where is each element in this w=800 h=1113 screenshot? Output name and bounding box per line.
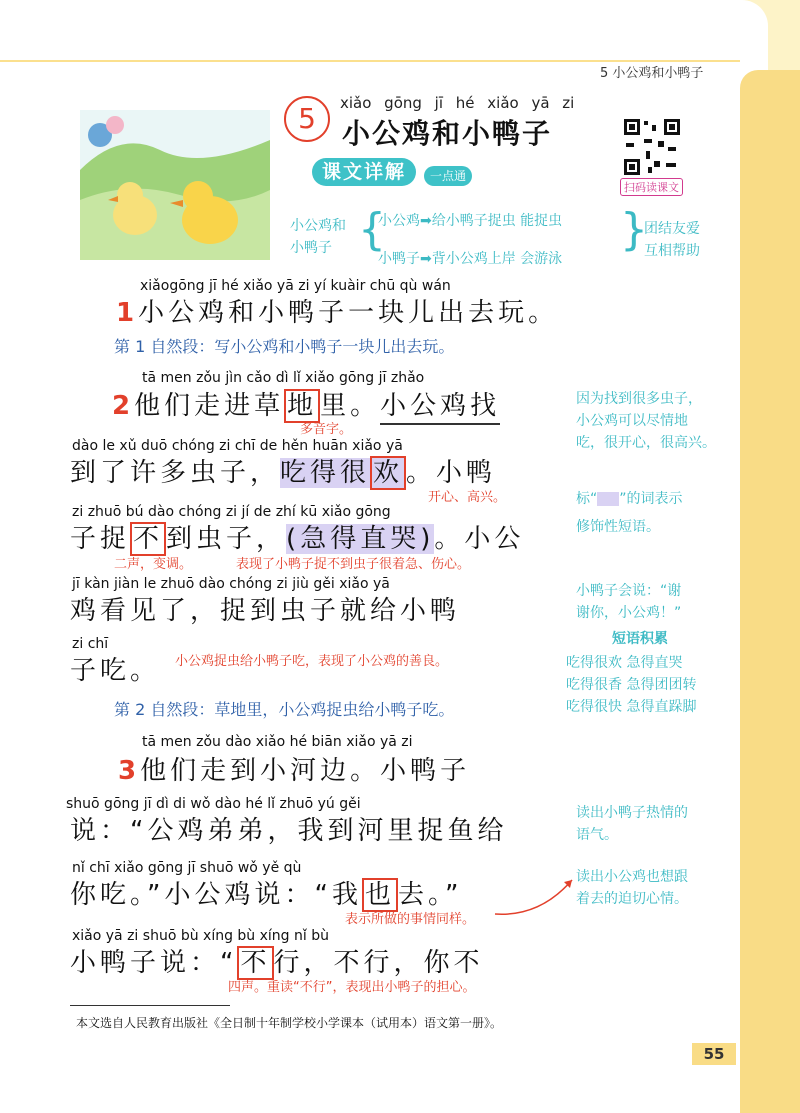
p2-l1-a: 他们走进草 [134,391,285,421]
p3-l3-b: 去。” [397,880,463,910]
footer-source: 本文选自人民教育出版社《全日制十年制学校小学课本（试用本）语文第一册》。 [76,1016,503,1030]
side-note-1-l2: 小公鸡可以尽情地 [576,413,688,429]
p2-l5-pinyin: zi chī [72,636,109,652]
side-note-4-l1: 吃得很欢 急得直哭 [566,655,683,671]
title-pinyin: xiǎo gōng jī hé xiǎo yā zi [340,94,575,112]
p2-l3-box: 不 [130,522,166,556]
brace-left: { [358,204,386,255]
arrow-icon [490,872,580,922]
p2-l1-c: 小公鸡找 [380,391,500,425]
p2-l3-pinyin: zi zhuō bú dào chóng zi jí de zhí kū xiǎo gōng [72,504,391,520]
side-note-6 [576,866,688,910]
side-note-2-c: 修饰性短语。 [576,519,660,535]
p3-l3-pinyin: nǐ chī xiǎo gōng jī shuō wǒ yě qù [72,860,302,876]
p2-number: 2 [112,391,135,421]
summary-left-2: 小鸭子 [290,240,332,256]
side-note-2-a: 标“ [576,491,598,507]
p2-red-3b: 表现了小鸭子捉不到虫子很着急、伤心。 [236,557,471,572]
side-note-3-l2: 谢你，小公鸡！” [576,605,682,621]
p3-line-2: 说：“公鸡弟弟，我到河里捉鱼给 [70,816,508,846]
p2-l4-pinyin: jī kàn jiàn le zhuō dào chóng zi jiù gěi xiǎo yā [72,576,390,592]
side-note-1-l1: 因为找到很多虫子， [576,391,702,407]
lesson-title: 小公鸡和小鸭子 [342,117,553,150]
p2-l3-hl: (急得直哭) [286,524,435,554]
p2-l2-hl: 吃得很 [280,458,371,488]
footer-rule [70,1005,230,1006]
p3-l4-b: 行，不行，你不 [273,948,484,978]
side-note-5 [576,802,688,846]
p2-line-1 [112,385,500,422]
p2-l2-pinyin: dào le xǔ duō chóng zi chī de hěn huān xiǎo yā [72,438,403,454]
p3-line-4 [70,942,484,979]
p2-l3-c: 。小公 [434,524,525,554]
side-note-5-l2: 语气。 [576,827,618,843]
p3-l2-pinyin: shuō gōng jī dì di wǒ dào hé lǐ zhuō yú gěi [66,796,361,812]
p1-line [116,292,558,329]
p3-number: 3 [118,756,141,786]
page-number: 55 [692,1043,736,1065]
p3-l3-a: 你吃。”小公鸡说：“我 [70,880,362,910]
summary-left-1: 小公鸡和 [290,218,346,234]
qr-label[interactable]: 扫码读课文 [620,178,683,196]
side-note-3 [576,580,681,624]
p1-pinyin: xiǎogōng jī hé xiǎo yā zi yí kuàir chū qù wán [140,278,451,294]
p2-line-5: 子吃。 [70,656,161,686]
p2-red-3a: 二声，变调。 [114,557,193,572]
p2-line-2 [70,452,496,489]
summary-right-2: 互相帮助 [644,243,700,259]
p2-l2-box: 欢 [370,456,406,490]
highlight-swatch [597,492,619,506]
side-note-4-l3: 吃得很快 急得直跺脚 [566,699,697,715]
page-edge-tab [740,70,800,1113]
p3-l1: 他们走到小河边。小鸭子 [140,756,471,786]
p3-line-1 [118,750,470,787]
illustration-chick-and-duckling [80,110,270,260]
summary-right-1: 团结友爱 [644,221,700,237]
p1-number: 1 [116,298,139,328]
p3-red-3: 表示所做的事情同样。 [345,912,476,927]
side-note-6-l2: 着去的迫切心情。 [576,891,688,907]
p2-red-1: 多音字。 [300,422,353,437]
running-header: 5 小公鸡和小鸭子 [600,66,704,81]
p2-l1-box: 地 [284,389,320,423]
side-note-4 [566,652,696,718]
side-note-4-title: 短语积累 [612,631,668,647]
side-note-6-l1: 读出小公鸡也想跟 [576,869,688,885]
section-badge-sub: 一点通 [424,166,472,186]
p2-l1-pinyin: tā men zǒu jìn cǎo dì lǐ xiǎo gōng jī zhǎo [142,370,425,386]
summary-right [644,218,700,262]
p3-l3-box: 也 [362,878,398,912]
side-note-2 [576,488,683,538]
summary-row-2: 小鸭子➡背小公鸡上岸 会游泳 [378,251,563,267]
p2-note: 第 2 自然段：草地里，小公鸡捉虫给小鸭子吃。 [114,700,455,719]
side-note-5-l1: 读出小鸭子热情的 [576,805,688,821]
p3-red-4: 四声。重读“不行”，表现出小鸭子的担心。 [228,980,476,995]
brace-right: } [620,204,648,255]
side-note-2-b: ”的词表示 [619,491,683,507]
p2-line-3 [70,518,524,555]
p3-l1-pinyin: tā men zǒu dào xiǎo hé biān xiǎo yā zi [142,734,413,750]
p1-note: 第 1 自然段：写小公鸡和小鸭子一块儿出去玩。 [114,337,455,356]
side-note-1 [576,388,716,454]
p2-l3-b: 到虫子， [166,524,287,554]
summary-row-1: 小公鸡➡给小鸭子捉虫 能捉虫 [378,213,563,229]
summary-left [290,215,346,259]
p2-red-2: 开心、高兴。 [428,490,507,505]
p2-l1-b: 里。 [320,391,381,421]
p3-line-3 [70,874,462,911]
p2-l3-a: 子捉 [70,524,131,554]
p2-l2-a: 到了许多虫子， [70,458,281,488]
p3-l4-box: 不 [237,946,273,980]
section-badge: 课文详解 [312,158,416,186]
p2-line-4: 鸡看见了，捉到虫子就给小鸭 [70,596,461,626]
p3-l4-a: 小鸭子说：“ [70,948,238,978]
side-note-3-l1: 小鸭子会说：“谢 [576,583,682,599]
qr-code-icon[interactable] [622,117,682,177]
p2-red-5: 小公鸡捉虫给小鸭子吃，表现了小公鸡的善良。 [175,654,449,669]
p3-l4-pinyin: xiǎo yā zi shuō bù xíng bù xíng nǐ bù [72,928,329,944]
side-note-4-l2: 吃得很香 急得团团转 [566,677,697,693]
lesson-number: 5 [284,96,330,142]
side-note-1-l3: 吃，很开心，很高兴。 [576,435,716,451]
p1-text: 小公鸡和小鸭子一块儿出去玩。 [138,298,559,328]
p2-l2-b: 。小鸭 [406,458,497,488]
